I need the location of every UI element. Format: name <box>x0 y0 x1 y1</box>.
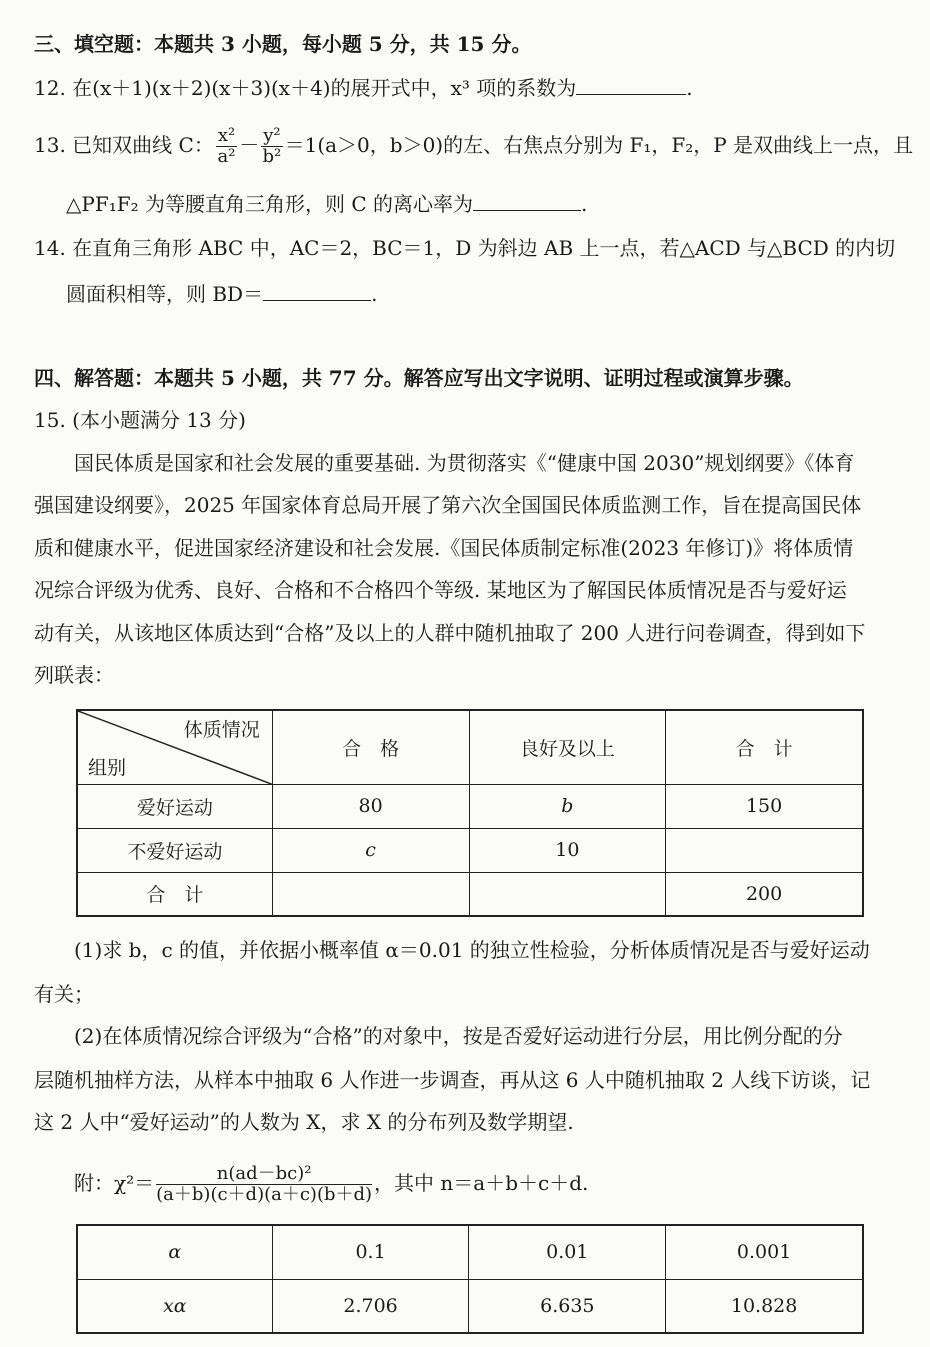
table-cell: 150 <box>666 784 863 828</box>
table-row <box>77 828 863 872</box>
table-cell: 10 <box>469 828 666 872</box>
question-12-text: 12. 在(x＋1)(x＋2)(x＋3)(x＋4)的展开式中，x³ 项的系数为 <box>34 76 577 100</box>
answer-blank-12 <box>576 74 686 95</box>
chi-square-tail: ，其中 n＝a＋b＋c＋d. <box>374 1171 589 1195</box>
table-cell: 0.01 <box>469 1225 666 1279</box>
question-14-line1: 14. 在直角三角形 ABC 中，AC＝2，BC＝1，D 为斜边 AB 上一点，若△ACD 与△BCD 的内切 <box>34 236 896 260</box>
critical-value-table <box>76 1224 864 1334</box>
table-cell: 6.635 <box>469 1279 666 1333</box>
question-14-line2: 圆面积相等，则 BD＝ . <box>66 282 378 306</box>
table-cell <box>272 872 469 916</box>
table-cell: 80 <box>272 784 469 828</box>
question-13-rest: ＝1(a＞0，b＞0)的左、右焦点分别为 F₁，F₂，P 是双曲线上一点，且 <box>284 133 914 157</box>
fraction-x2-a2: $\frac{\text{x²}}{\text{a²}}$ <box>217 125 236 167</box>
fraction-y2-b2: $\frac{\text{y²}}{\text{b²}}$ <box>262 125 282 167</box>
contingency-table <box>76 709 864 917</box>
q15-para-line2: 强国建设纲要》，2025 年国家体育总局开展了第六次全国国民体质监测工作，旨在提高国民体 <box>34 493 862 517</box>
table-cell: 0.001 <box>666 1225 863 1279</box>
question-12 <box>34 74 693 102</box>
table-header-row <box>77 710 863 784</box>
table-cell <box>469 872 666 916</box>
table-cell: 爱好运动 <box>77 784 272 828</box>
corner-bottom-label: 组别 <box>88 756 127 779</box>
table-cell: α <box>77 1225 272 1279</box>
table-cell: 不爱好运动 <box>77 828 272 872</box>
table-cell: 2.706 <box>272 1279 469 1333</box>
corner-top-label: 体质情况 <box>183 719 260 741</box>
table-cell <box>666 828 863 872</box>
q15-para-line6: 列联表： <box>34 663 114 687</box>
q15-para-line3: 质和健康水平，促进国家经济建设和社会发展.《国民体质制定标准(2023 年修订)》将体质情 <box>34 536 854 560</box>
corner-cell <box>77 710 272 784</box>
table-cell: 0.1 <box>272 1225 469 1279</box>
part2-line2: 层随机抽样方法，从样本中抽取 6 人作进一步调查，再从这 6 人中随机抽取 2 人线下访谈，记 <box>34 1068 871 1092</box>
chi-square-fraction <box>156 1164 372 1205</box>
part1-line1: (1)求 b，c 的值，并依据小概率值 α＝0.01 的独立性检验，分析体质情况是否与爱好运动 <box>74 938 870 962</box>
part1-line2: 有关； <box>34 982 94 1006</box>
table-row <box>77 784 863 828</box>
alpha-row <box>77 1225 863 1279</box>
question-12-period: . <box>686 76 693 100</box>
question-13-lead: 13. 已知双曲线 C： <box>34 133 214 157</box>
table-cell: 合 计 <box>77 872 272 916</box>
table-cell: b <box>469 784 666 828</box>
chi-square-denominator: (a＋b)(c＋d)(a＋c)(b＋d) <box>156 1184 373 1205</box>
table-row <box>77 872 863 916</box>
header-cell: 合 格 <box>272 710 469 784</box>
answer-blank-14 <box>263 280 371 301</box>
appendix-formula <box>74 1164 588 1205</box>
chi-square-lead: 附：χ²＝ <box>74 1171 155 1195</box>
q15-para-line4: 况综合评级为优秀、良好、合格和不合格四个等级. 某地区为了解国民体质情况是否与爱好运 <box>34 578 847 602</box>
header-cell: 合 计 <box>666 710 863 784</box>
question-15-title: 15. (本小题满分 13 分) <box>34 408 246 432</box>
table-cell: xα <box>77 1279 272 1333</box>
table-cell: 10.828 <box>666 1279 863 1333</box>
answer-blank-13 <box>473 190 581 211</box>
chi-square-numerator: n(ad－bc)² <box>156 1164 372 1185</box>
question-13-line2: △PF₁F₂ 为等腰直角三角形，则 C 的离心率为 . <box>66 192 588 216</box>
part2-line1: (2)在体质情况综合评级为“合格”的对象中，按是否爱好运动进行分层，用比例分配的分 <box>74 1024 843 1048</box>
part2-line3: 这 2 人中“爱好运动”的人数为 X，求 X 的分布列及数学期望. <box>34 1110 574 1134</box>
question-13-line1: 13. 已知双曲线 C： $\frac{\text{x²}}{\text{a²}}$ － $\frac{\text{y²}}{\text{b²}}$ ＝1(a＞0，b＞0)的左、右焦点分别为 F₁，F₂，P 是双曲线上一点，且 <box>34 125 914 167</box>
q15-para-line5: 动有关，从该地区体质达到“合格”及以上的人群中随机抽取了 200 人进行问卷调查，得到如下 <box>34 621 866 645</box>
q15-para-line1: 国民体质是国家和社会发展的重要基础. 为贯彻落实《“健康中国 2030”规划纲要》《体育 <box>74 451 855 475</box>
table-cell: c <box>272 828 469 872</box>
header-cell: 良好及以上 <box>469 710 666 784</box>
section3-heading: 三、填空题：本题共 3 小题，每小题 5 分，共 15 分。 <box>34 32 532 56</box>
x-alpha-row <box>77 1279 863 1333</box>
table-cell: 200 <box>666 872 863 916</box>
section4-heading: 四、解答题：本题共 5 小题，共 77 分。解答应写出文字说明、证明过程或演算步骤。 <box>34 366 804 390</box>
